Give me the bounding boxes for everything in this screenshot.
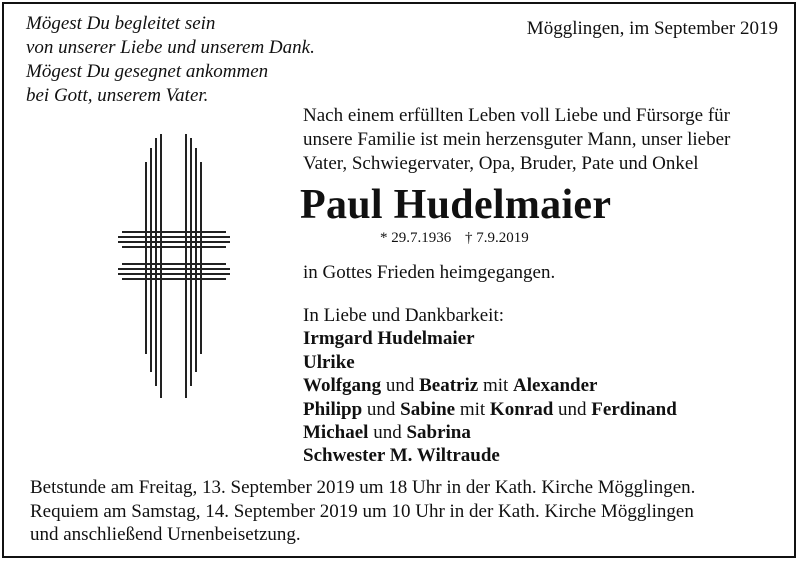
mourner-name: Michael [303,422,369,444]
peace-line: in Gottes Frieden heimgegangen. [303,262,556,283]
mourner-name: Irmgard Hudelmaier [303,328,475,350]
intro-line: unsere Familie ist mein herzensguter Mann, unser lieber [303,129,731,150]
mourner-name: Ferdinand [591,398,677,420]
poem-line: Mögest Du begleitet sein [26,13,216,34]
life-dates [380,230,539,247]
mourners-list [303,304,677,468]
mourner-name: Sabine [400,398,456,420]
mourner-row [303,351,677,374]
mourner-name: Alexander [513,375,598,397]
connector-word: und [373,422,402,444]
connector-word: mit [459,398,486,420]
mourner-row [303,421,677,444]
place-date: Mögglingen, im September 2019 [526,18,778,39]
poem-line: von unserer Liebe und unserem Dank. [26,37,315,58]
mourner-name: Schwester M. Wiltraude [303,445,500,467]
intro-line: Vater, Schwiegervater, Opa, Bruder, Pate und Onkel [303,153,699,174]
service-info [30,476,695,547]
service-line: und anschließend Urnenbeisetzung. [30,524,301,545]
mourner-name: Sabrina [406,422,471,444]
mourner-name: Konrad [489,398,554,420]
mourner-row [303,444,677,467]
mourner-name: Wolfgang [303,375,382,397]
mourner-row [303,374,677,397]
poem [26,12,315,108]
poem-line: bei Gott, unserem Vater. [26,85,209,106]
mourner-name: Beatriz [419,375,479,397]
connector-word: und [366,398,396,420]
intro-line: Nach einem erfüllten Leben voll Liebe und Fürsorge für [303,105,731,126]
mourner-row [303,327,677,350]
connector-word: und [558,398,587,420]
deceased-name: Paul Hudelmaier [300,182,612,228]
mourners-heading: In Liebe und Dankbarkeit: [303,305,505,326]
service-line: Requiem am Samstag, 14. September 2019 um 10 Uhr in der Kath. Kirche Mögglingen [30,500,694,522]
service-line: Betstunde am Freitag, 13. September 2019 um 18 Uhr in der Kath. Kirche Mögglingen. [30,477,696,498]
connector-word: und [385,375,415,397]
connector-word: mit [482,375,509,397]
poem-line: Mögest Du gesegnet ankommen [26,61,269,82]
death-date: † 7.9.2019 [465,230,529,246]
intro-text [303,104,730,176]
birth-date: * 29.7.1936 [380,230,452,246]
cross-icon [118,134,230,398]
mourner-row [303,398,677,421]
mourner-name: Philipp [303,398,363,420]
mourner-name: Ulrike [303,351,355,373]
